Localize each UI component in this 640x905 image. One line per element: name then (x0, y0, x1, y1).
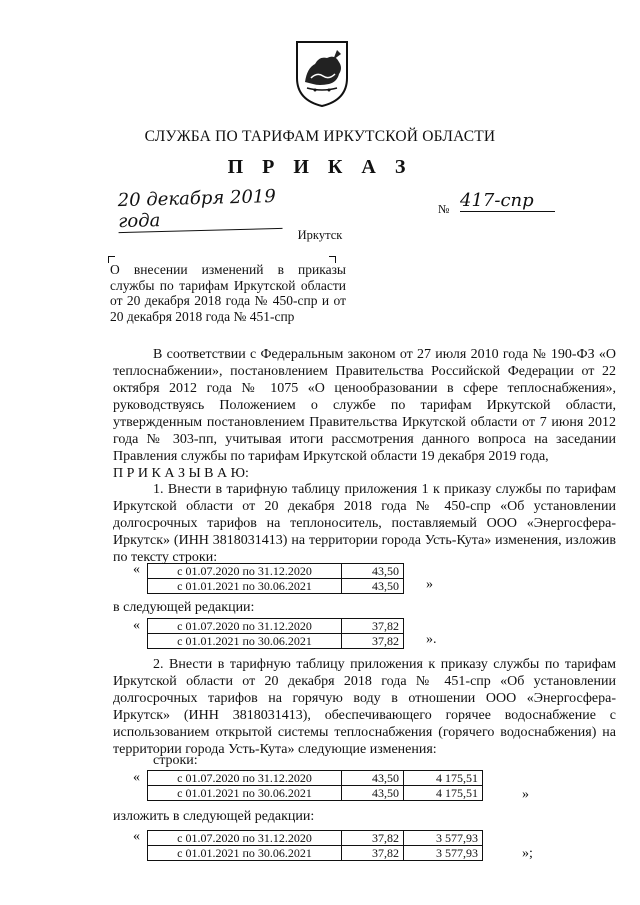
table1-close-quote: » (426, 577, 433, 592)
value-cell: 37,82 (342, 831, 404, 846)
table-row (148, 846, 483, 861)
value2-cell: 3 577,93 (404, 831, 483, 846)
period-cell: с 01.07.2020 по 31.12.2020 (148, 564, 342, 579)
table1 (147, 563, 404, 594)
table-row (148, 831, 483, 846)
table-row (148, 579, 404, 594)
new-edition-2: изложить в следующей редакции: (113, 809, 315, 824)
table1-open-quote: « (133, 562, 140, 577)
table3 (147, 770, 483, 801)
table-row (148, 619, 404, 634)
period-cell: с 01.01.2021 по 30.06.2021 (148, 786, 342, 801)
item-2-paragraph: 2. Внести в тарифную таблицу приложения к приказу службы по тарифам Иркутской области от 20 декабря 2018 года № 451-спр «Об установлении долгосрочных тарифов на горячую воду в отношении ООО «Энергосфера-Иркутск» (ИНН 3818031413), обеспечивающего горячее водоснабжение с использованием открытой системы теплоснабжения (горячего водоснабжения) на территории города Усть-Кута» следующие изменения: (113, 657, 616, 757)
value2-cell: 4 175,51 (404, 786, 483, 801)
table-row (148, 564, 404, 579)
period-cell: с 01.01.2021 по 30.06.2021 (148, 846, 342, 861)
value2-cell: 3 577,93 (404, 846, 483, 861)
table2-open-quote: « (133, 618, 140, 633)
value-cell: 43,50 (342, 771, 404, 786)
period-cell: с 01.07.2020 по 31.12.2020 (148, 771, 342, 786)
table3-open-quote: « (133, 770, 140, 785)
table-row (148, 786, 483, 801)
new-edition-1: в следующей редакции: (113, 600, 255, 615)
value-cell: 43,50 (342, 786, 404, 801)
table-row (148, 634, 404, 649)
period-cell: с 01.01.2021 по 30.06.2021 (148, 634, 342, 649)
value-cell: 37,82 (342, 634, 404, 649)
document-subject: О внесении изменений в приказы службы по тарифам Иркутской области от 20 декабря 2018 года № 450-спр и от 20 декабря 2018 года № 451-спр (110, 262, 346, 324)
organization-title: СЛУЖБА ПО ТАРИФАМ ИРКУТСКОЙ ОБЛАСТИ (144, 128, 496, 145)
coat-of-arms-emblem (293, 38, 351, 108)
order-word: П Р И К А З Ы В А Ю: (113, 466, 249, 481)
period-cell: с 01.07.2020 по 31.12.2020 (148, 831, 342, 846)
value-cell: 37,82 (342, 846, 404, 861)
value-cell: 37,82 (342, 619, 404, 634)
city-name: Иркутск (297, 228, 343, 242)
handwritten-date: 20 декабря 2019 года (117, 186, 282, 233)
table4-open-quote: « (133, 829, 140, 844)
number-label: № (438, 202, 450, 216)
period-cell: с 01.07.2020 по 31.12.2020 (148, 619, 342, 634)
value2-cell: 4 175,51 (404, 771, 483, 786)
table2-close-quote: ». (426, 632, 437, 647)
item-1-paragraph: 1. Внести в тарифную таблицу приложения 1 к приказу службы по тарифам Иркутской области от 20 декабря 2018 года № 450-спр «Об установлении долгосрочных тарифов на теплоноситель, поставляемый ООО «Энергосфера-Иркутск» (ИНН 3818031413) на территории города Усть-Кута» изменения, изложив по тексту строки: (113, 482, 616, 565)
value-cell: 43,50 (342, 564, 404, 579)
table2 (147, 618, 404, 649)
rows-word: строки: (153, 753, 198, 768)
table-row (148, 771, 483, 786)
period-cell: с 01.01.2021 по 30.06.2021 (148, 579, 342, 594)
handwritten-number: 417-спр (460, 190, 555, 212)
document-type: П Р И К А З (227, 156, 413, 178)
intro-paragraph: В соответствии с Федеральным законом от 27 июля 2010 года № 190-ФЗ «О теплоснабжении», постановлением Правительства Российской Федерации от 22 октября 2012 года № 1075 «О ценообразовании в сфере теплоснабжения», руководствуясь Положением о службе по тарифам Иркутской области, утвержденным постановлением Правительства Иркутской области от 7 июня 2012 года № 303-пп, учитывая итоги рассмотрения данного вопроса на заседании Правления службы по тарифам Иркутской области 19 декабря 2019 года, (113, 347, 616, 464)
table4-close-quote: »; (522, 846, 533, 861)
value-cell: 43,50 (342, 579, 404, 594)
table4 (147, 830, 483, 861)
table3-close-quote: » (522, 787, 529, 802)
